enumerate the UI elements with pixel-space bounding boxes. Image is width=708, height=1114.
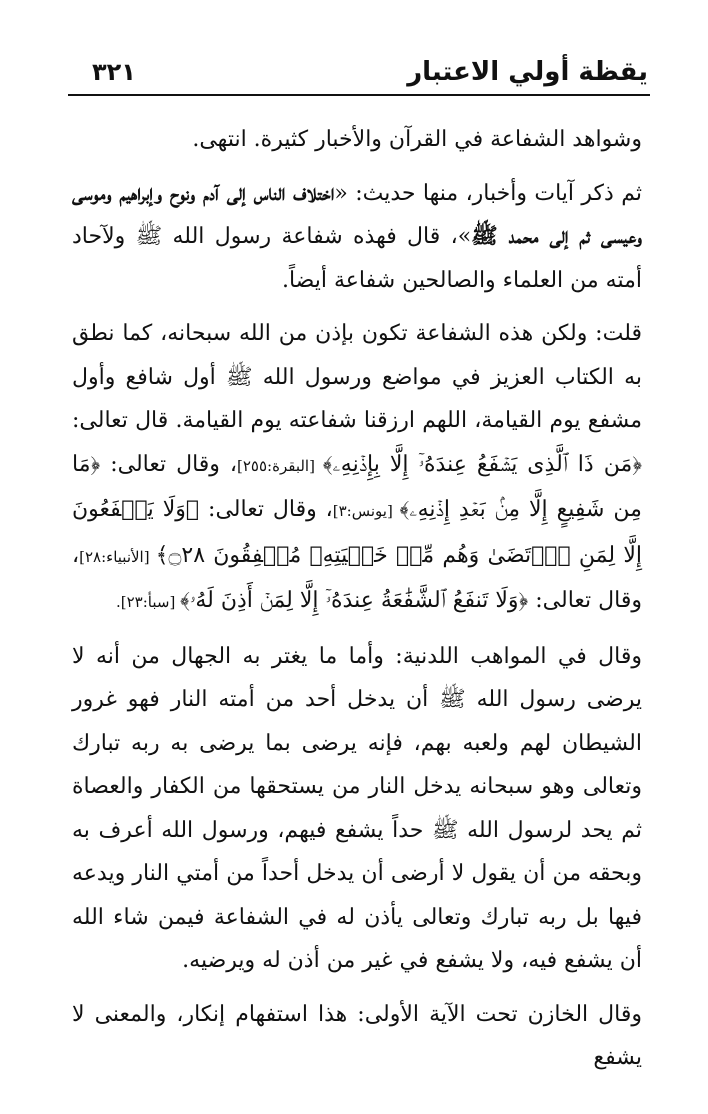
quran-verse: ﴿وَلَا يَشۡفَعُونَ إِلَّا لِمَنِ ٱرۡتَضَىٰ وَهُم مِّنۡ خَشۡيَتِهِۦ مُشۡفِقُونَ ۝٢٨﴾ bbox=[72, 497, 642, 568]
running-title: يقظة أولي الاعتبار bbox=[407, 57, 648, 87]
text-segment: قلت: ولكن هذه الشفاعة تكون بإذن من الله سبحانه، كما نطق به الكتاب العزيز في مواضع ورسول الله ﷺ أول شافع وأول مشفع يوم القيامة، اللهم ارزقنا شفاعته يوم القيامة. قال تعالى: bbox=[72, 321, 642, 433]
verse-reference: [البقرة:٢٥٥] bbox=[237, 456, 323, 475]
text-segment: ، وقال تعالى: bbox=[72, 542, 642, 613]
verse-reference: [سبأ:٢٣]. bbox=[116, 593, 181, 611]
quran-verse: ﴿مَا مِن شَفِيعٍ إِلَّا مِنۢ بَعۡدِ إِذۡنِهِۦ﴾ bbox=[72, 451, 642, 522]
text-segment: ثم ذكر آيات وأخبار، منها حديث: « bbox=[334, 180, 642, 206]
verse-reference: [يونس:٣] bbox=[332, 502, 400, 520]
quran-verse: ﴿مَن ذَا ٱلَّذِى يَشۡفَعُ عِندَهُۥٓ إِلَّا بِإِذۡنِهِۦ﴾ bbox=[322, 451, 642, 477]
text-segment: »، قال فهذه شفاعة رسول الله ﷺ ولآحاد أمته من العلماء والصالحين شفاعة أيضاً. bbox=[72, 224, 642, 293]
text-segment: وقال الخازن تحت الآية الأولى: هذا استفهام إنكار، والمعنى لا يشفع bbox=[72, 1001, 642, 1070]
hadith-quote: اختلاف الناس إلى آدم ونوح وإبراهيم وموسى وعيسى ثم إلى محمد ﷺ bbox=[72, 179, 642, 249]
paragraph bbox=[72, 172, 642, 303]
paragraph bbox=[72, 118, 642, 162]
text-segment: وقال في المواهب اللدنية: وأما ما يغتر به الجهال من أنه لا يرضى رسول الله ﷺ أن يدخل أحد من أمته النار فهو غرور الشيطان لهم ولعبه بهم، فإنه يرضى بما يرضى به ربه تبارك وتعالى وهو سبحانه يدخل النار من يستحقها من الكفار والعصاة ثم يحد لرسول الله ﷺ حداً يشفع فيهم، ورسول الله أعرف به وبحقه من أن يقول لا أرضى أن يدخل أحداً من أمتي النار ويدعه فيها بل ربه تبارك وتعالى يأذن له في الشفاعة فيمن شاء الله أن يشفع فيه، ولا يشفع في غير من أذن له ويرضيه. bbox=[72, 643, 642, 973]
paragraph bbox=[72, 993, 642, 1080]
paragraph bbox=[72, 635, 642, 983]
header-rule bbox=[68, 94, 650, 96]
body-text bbox=[72, 118, 642, 1080]
paragraph bbox=[72, 312, 642, 625]
verse-reference: [الأنبياء:٢٨] bbox=[79, 547, 156, 566]
text-segment: وشواهد الشفاعة في القرآن والأخبار كثيرة. انتهى. bbox=[192, 127, 642, 152]
page-number: ٣٢١ bbox=[92, 58, 136, 86]
page-header bbox=[68, 52, 650, 96]
text-segment: ، وقال تعالى: bbox=[199, 497, 333, 522]
text-segment: ، وقال تعالى: bbox=[100, 451, 238, 477]
quran-verse: ﴿وَلَا تَنفَعُ ٱلشَّفَٰعَةُ عِندَهُۥٓ إِلَّا لِمَنۡ أَذِنَ لَهُۥ﴾ bbox=[180, 588, 529, 613]
